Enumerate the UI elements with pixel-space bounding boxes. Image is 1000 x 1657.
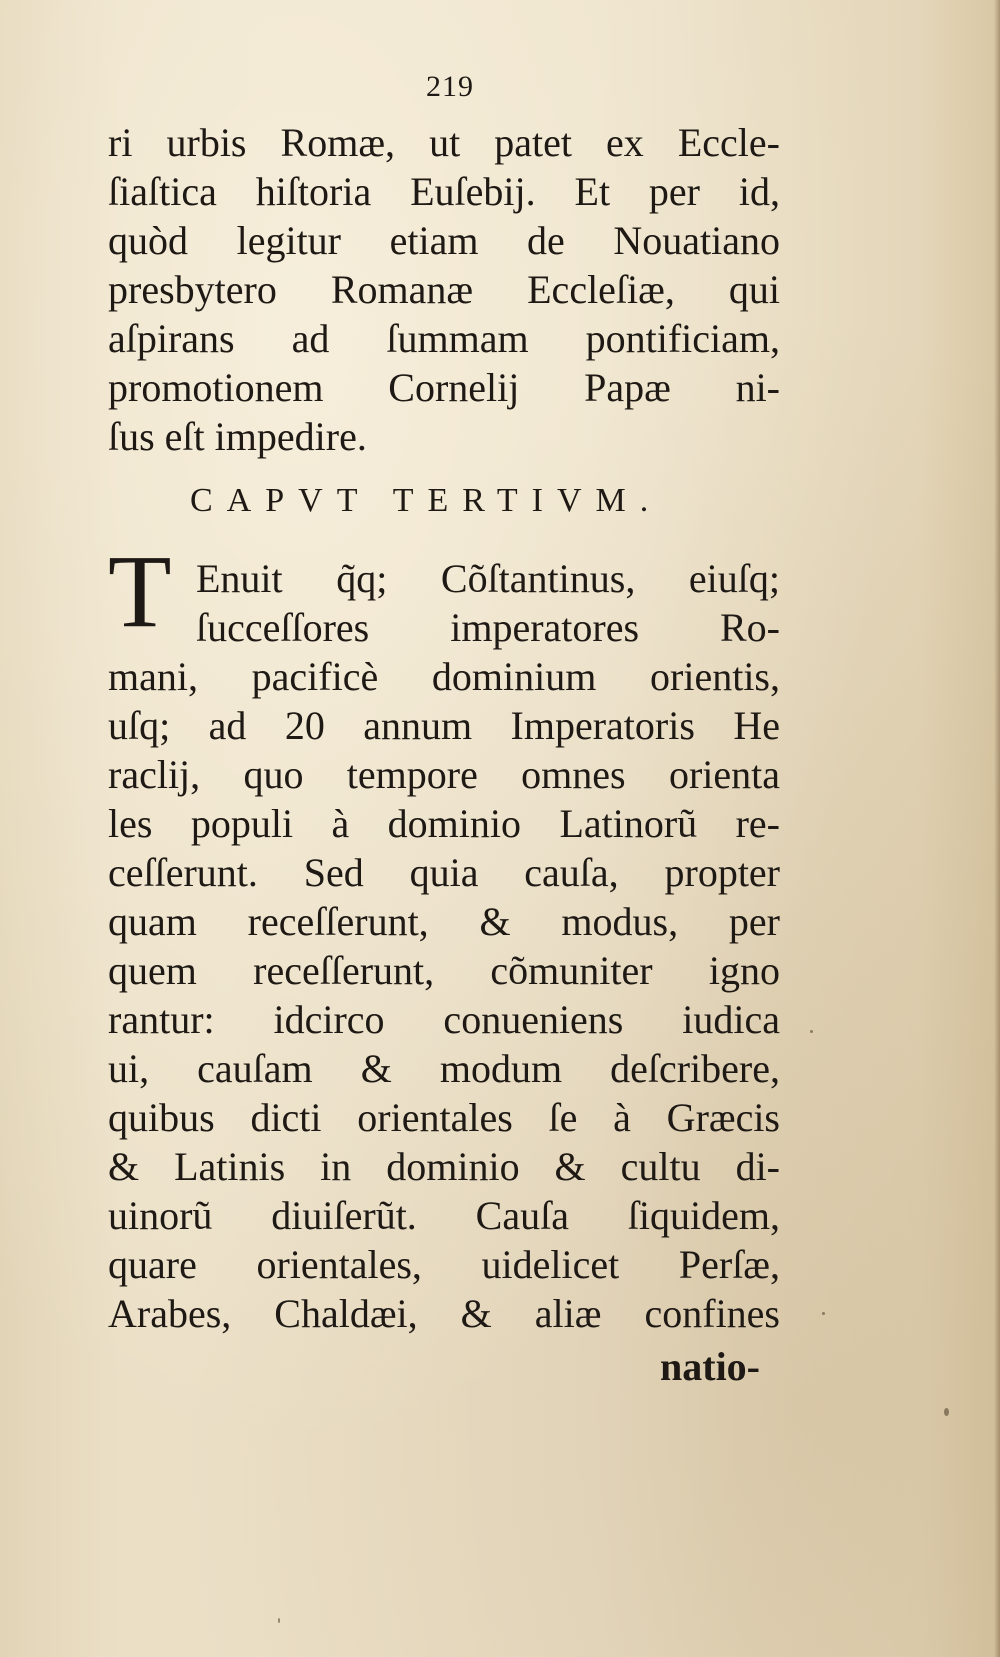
- paper-speck: [944, 1408, 949, 1416]
- text-line: ri urbis Romæ, ut patet ex Eccle-: [108, 120, 780, 165]
- text-line: aſpirans ad ſummam pontificiam,: [108, 316, 780, 361]
- paper-speck: [822, 1312, 825, 1315]
- text-line: uſq; ad 20 annum Imperatoris He: [108, 703, 780, 748]
- text-line: promotionem Cornelij Papæ ni-: [108, 365, 780, 410]
- text-line: & Latinis in dominio & cultu di-: [108, 1144, 780, 1189]
- text-line: ſus eſt impedire.: [108, 414, 367, 459]
- text-line: quibus dicti orientales ſe à Græcis: [108, 1095, 780, 1140]
- text-line: rantur: idcirco conueniens iudica: [108, 997, 780, 1042]
- text-line: uinorũ diuiſerũt. Cauſa ſiquidem,: [108, 1193, 780, 1238]
- text-line: quam receſſerunt, & modus, per: [108, 899, 780, 944]
- chapter-paragraph: [108, 534, 780, 1338]
- page-edge-shadow: [994, 0, 1000, 1657]
- text-line: quem receſſerunt, cõmuniter igno: [108, 948, 780, 993]
- text-line: quòd legitur etiam de Nouatiano: [108, 218, 780, 263]
- drop-cap-initial: T: [108, 534, 172, 649]
- text-line: les populi à dominio Latinorũ re-: [108, 801, 780, 846]
- text-line: ceſſerunt. Sed quia cauſa, propter: [108, 850, 780, 895]
- text-line: ſucceſſores imperatores Ro-: [196, 605, 780, 650]
- page-number: 219: [426, 70, 474, 103]
- text-line: mani, pacificè dominium orientis,: [108, 654, 780, 699]
- text-line: ui, cauſam & modum deſcribere,: [108, 1046, 780, 1091]
- text-line: quare orientales, uidelicet Perſæ,: [108, 1242, 780, 1287]
- text-line: Enuit q̃q; Cõſtantinus, eiuſq;: [196, 556, 780, 601]
- paper-speck: [278, 1618, 280, 1623]
- text-line: presbytero Romanæ Eccleſiæ, qui: [108, 267, 780, 312]
- text-line: Arabes, Chaldæi, & aliæ confines: [108, 1291, 780, 1336]
- text-line: raclij, quo tempore omnes orienta: [108, 752, 780, 797]
- paper-speck: [810, 1030, 813, 1033]
- top-paragraph: [108, 118, 780, 461]
- chapter-heading: CAPVT TERTIVM.: [190, 482, 663, 519]
- text-line: ſiaſtica hiſtoria Euſebij. Et per id,: [108, 169, 780, 214]
- catchword: natio-: [660, 1344, 760, 1389]
